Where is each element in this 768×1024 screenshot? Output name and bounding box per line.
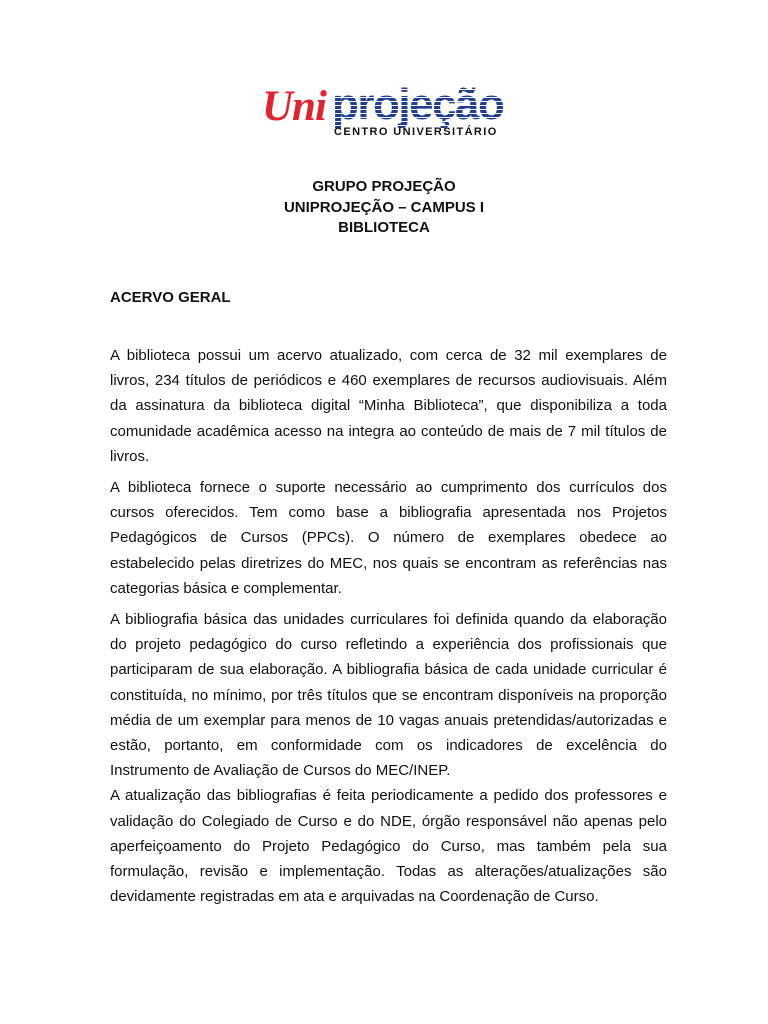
document-header <box>0 177 768 239</box>
paragraph-1: A biblioteca possui um acervo atualizado, com cerca de 32 mil exemplares de livros, 234 títulos de periódicos e 460 exemplares de recursos audiovisuais. Além da assinatura da biblioteca digital “Minha Biblioteca”, que disponibiliza a toda comunidade acadêmica acesso na integra ao conteúdo de mais de 7 mil títulos de livros. <box>110 347 667 465</box>
header-line-2: UNIPROJEÇÃO – CAMPUS I <box>283 198 485 216</box>
logo-uni-text: Uni <box>262 83 326 130</box>
header-line-1: GRUPO PROJEÇÃO <box>312 178 456 195</box>
paragraph-3: A bibliografia básica das unidades curriculares foi definida quando da elaboração do projeto pedagógico do curso refletindo a experiência dos profissionais que participaram de sua elaboração. A bibliografia básica de cada unidade curricular é constituída, no mínimo, por três títulos que se encontram disponíveis na proporção média de um exemplar para menos de 10 vagas anuais pretendidas/autorizadas e estão, portanto, em conformidade com os indicadores de excelência do Instrumento de Avaliação de Cursos do MEC/INEP. <box>110 611 667 780</box>
uniprojecao-logo <box>262 82 502 144</box>
document-body <box>110 343 667 915</box>
header-line-3: BIBLIOTECA <box>338 219 430 236</box>
paragraph-4: A atualização das bibliografias é feita periodicamente a pedido dos professores e validação do Colegiado de Curso e do NDE, órgão responsável não apenas pelo aperfeiçoamento do Projeto Pedagógico do Curso, mas também pela sua formulação, revisão e implementação. Todas as alterações/atualizações são devidamente registradas em ata e arquivadas na Coordenação de Curso. <box>110 787 667 906</box>
paragraph-2: A biblioteca fornece o suporte necessário ao cumprimento dos currículos dos cursos oferecidos. Tem como base a bibliografia apresentada nos Projetos Pedagógicos de Cursos (PPCs). O número de exemplares obedece ao estabelecido pelas diretrizes do MEC, nos quais se encontram as referências nas categorias básica e complementar. <box>110 479 667 597</box>
logo-subtitle: CENTRO UNIVERSITÁRIO <box>334 126 498 138</box>
section-title: ACERVO GERAL <box>110 289 231 306</box>
logo-projecao-text: projeção <box>332 80 504 129</box>
